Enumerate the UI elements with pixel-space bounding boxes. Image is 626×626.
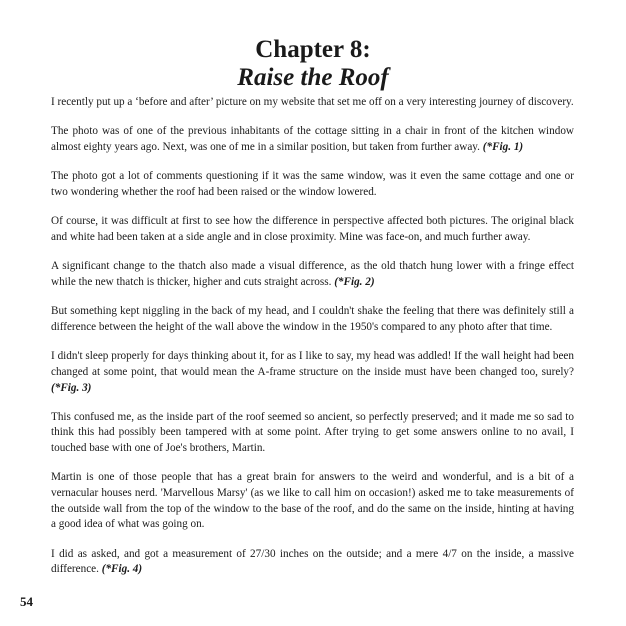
paragraph-text: I recently put up a ‘before and after’ picture on my website that set me off on a very interesting journey of discovery. bbox=[51, 96, 574, 108]
paragraph-text: Martin is one of those people that has a great brain for answers to the weird and wonderful, and is a bit of a vernacular houses nerd. 'Marvellous Marsy' (as we like to call him on occasion!) asked me to take measurements of the outside wall from the top of the window to the base of the roof, and do the same on the inside, hinting at having a good idea of what was going on. bbox=[51, 471, 574, 531]
paragraph-text: A significant change to the thatch also made a visual difference, as the old thatch hung lower with a fringe effect while the new thatch is thicker, higher and cuts straight across. bbox=[51, 260, 574, 288]
chapter-number: Chapter 8: bbox=[255, 36, 371, 63]
paragraph-text: Of course, it was difficult at first to see how the difference in perspective affected both pictures. The original black and white had been taken at a side angle and in close proximity. Mine was face-on, and much further away. bbox=[51, 215, 574, 243]
paragraph bbox=[51, 304, 574, 335]
figure-reference: (*Fig. 1) bbox=[482, 140, 524, 153]
paragraph-text: I did as asked, and got a measurement of 27/30 inches on the outside; and a mere 4/7 on the inside, a massive difference. bbox=[51, 547, 574, 576]
paragraph bbox=[51, 470, 574, 532]
paragraph-text: The photo was of one of the previous inhabitants of the cottage sitting in a chair in front of the kitchen window almost eighty years ago. Next, was one of me in a similar position, but taken from further away. bbox=[51, 125, 574, 153]
paragraph bbox=[51, 169, 574, 200]
figure-reference: (*Fig. 4) bbox=[101, 563, 143, 576]
paragraph-text: I didn't sleep properly for days thinking about it, for as I like to say, my head was addled! If the wall height had been changed at some point, that would mean the A-frame structure on the inside must have been changed too, surely? bbox=[51, 350, 574, 378]
paragraph bbox=[51, 124, 574, 155]
chapter-title: Raise the Roof bbox=[237, 63, 389, 91]
figure-reference: (*Fig. 3) bbox=[51, 381, 92, 394]
chapter-body bbox=[51, 95, 574, 592]
paragraph bbox=[51, 214, 574, 245]
paragraph bbox=[51, 95, 574, 111]
paragraph-text: But something kept niggling in the back of my head, and I couldn't shake the feeling that there was definitely still a difference between the height of the wall above the window in the 1950's compared to any photo after that time. bbox=[51, 305, 574, 333]
paragraph bbox=[51, 410, 574, 457]
paragraph bbox=[51, 547, 574, 578]
figure-reference: (*Fig. 2) bbox=[334, 275, 375, 288]
paragraph-text: This confused me, as the inside part of the roof seemed so ancient, so perfectly preserved; and it made me so sad to think this had possibly been tampered with at some point. After trying to get some answers online to no avail, I touched base with one of Joe's brothers, Martin. bbox=[51, 410, 574, 455]
paragraph-text: The photo got a lot of comments questioning if it was the same window, was it even the same cottage and one or two wondering whether the roof had been raised or the window lowered. bbox=[51, 170, 574, 198]
paragraph bbox=[51, 259, 574, 290]
paragraph bbox=[51, 349, 574, 396]
page-number: 54 bbox=[20, 594, 33, 609]
chapter-heading bbox=[0, 36, 626, 91]
